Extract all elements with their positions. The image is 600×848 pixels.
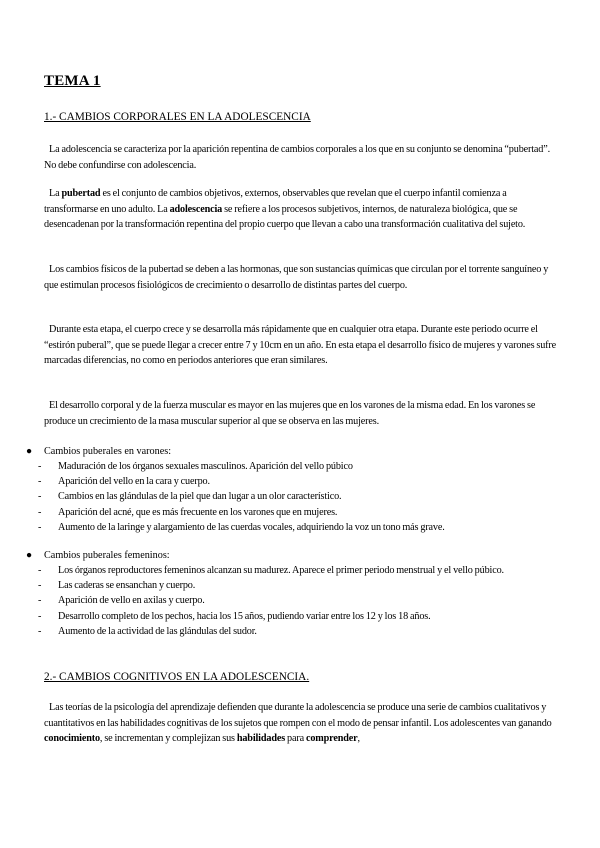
bullet-icon: ●	[26, 550, 33, 561]
dash-icon: -	[38, 595, 42, 607]
dash-icon: -	[38, 580, 42, 592]
text-run: La	[49, 188, 62, 199]
term-conocimiento: conocimiento	[44, 733, 100, 745]
text-run: , se incrementan y complejizan sus	[99, 733, 237, 745]
paragraph-pubertad-definition	[44, 186, 556, 233]
paragraph-growth-stage: Durante esta etapa, el cuerpo crece y se desarrolla más rápidamente que en cualquier otra etapa. Durante este periodo ocurre el “estirón puberal”, que se puede llegar a crecer entre 7 y 10cm en un año. En esta etapa el desarrollo físico de mujeres y varones sufre marcadas diferencias, no como en periodos anteriores que eran similares.	[44, 324, 557, 367]
dash-icon: -	[38, 491, 42, 503]
term-comprender: comprender	[305, 733, 358, 745]
text-run: es el conjunto de cambios objetivos, externos, observables que revelan que el cuerpo infantil comienza a transformarse en uno adulto. La	[44, 188, 507, 215]
term-pubertad: pubertad	[61, 188, 101, 199]
dash-list	[26, 563, 556, 639]
list-item-text: Los órganos reproductores femeninos alcanzan su madurez. Aparece el primer periodo menstrual y el vello púbico.	[58, 565, 504, 576]
term-habilidades: habilidades	[236, 733, 286, 745]
list-item	[26, 624, 556, 639]
paragraph-adolescence-intro: La adolescencia se caracteriza por la aparición repentina de cambios corporales a los que en su conjunto se denomina “pubertad”. No debe confundirse con adolescencia.	[44, 144, 551, 171]
dash-icon: -	[38, 565, 42, 576]
text-run: se refiere a los procesos subjetivos, internos, de naturaleza biológica, que se desencadenan por la transformación repentina del propio cuerpo que llevan a cabo una transformación cualitativa del sujeto.	[44, 203, 526, 231]
dash-icon: -	[38, 625, 42, 637]
text-run: Las teorías de la psicología del aprendizaje defienden que durante la adolescencia se produce una serie de cambios cualitativos y cuantitativos en las habilidades cognitivas de los sujetos que rompen con el modo de pensar infantil. Los adolescentes van ganando	[44, 702, 552, 729]
term-adolescencia: adolescencia	[169, 203, 223, 215]
list-item	[26, 593, 556, 608]
dash-icon: -	[38, 476, 42, 488]
paragraph-muscular-development: El desarrollo corporal y de la fuerza muscular es mayor en las mujeres que en los varones de la misma edad. En los varones se produce un crecimiento de la masa muscular superior al que se observa en las mujeres.	[44, 400, 536, 427]
document-title: TEMA 1	[44, 73, 101, 89]
list-item-text: Aparición del vello en la cara y cuerpo.	[58, 476, 210, 488]
list-item-text: Aumento de la actividad de las glándulas del sudor.	[58, 625, 257, 637]
list-item-text: Maduración de los órganos sexuales masculinos. Aparición del vello púbico	[58, 461, 353, 472]
list-item	[26, 520, 556, 535]
bullet-icon: ●	[26, 446, 33, 457]
list-item-text: Aumento de la laringe y alargamiento de las cuerdas vocales, adquiriendo la voz un tono más grave.	[58, 521, 445, 533]
list-item	[26, 459, 556, 474]
list-item-text: Desarrollo completo de los pechos, hacia los 15 años, pudiendo variar entre los 12 y los 18 años.	[58, 610, 431, 622]
bullet-label: Cambios puberales en varones:	[44, 446, 172, 457]
dash-icon: -	[38, 610, 42, 622]
paragraph-cognitive-changes	[44, 700, 556, 747]
dash-icon: -	[38, 506, 42, 518]
list-item	[26, 578, 556, 593]
list-item	[26, 474, 556, 489]
dash-icon: -	[38, 461, 42, 472]
bullet-group-male-changes	[26, 444, 556, 535]
list-item-text: Aparición del acné, que es más frecuente en los varones que en mujeres.	[58, 506, 338, 518]
section-1-heading: 1.- CAMBIOS CORPORALES EN LA ADOLESCENCIA	[44, 111, 311, 123]
list-item-text: Aparición de vello en axilas y cuerpo.	[58, 595, 205, 607]
paragraph-hormones: Los cambios físicos de la pubertad se deben a las hormonas, que son sustancias químicas que circulan por el torrente sanguíneo y que estimulan procesos fisiológicos de crecimiento o desarrollo de distintas partes del cuerpo.	[44, 264, 549, 291]
dash-list	[26, 459, 556, 535]
list-item	[26, 563, 556, 578]
bullet-label: Cambios puberales femeninos:	[44, 550, 170, 561]
section-2-heading: 2.- CAMBIOS COGNITIVOS EN LA ADOLESCENCIA.	[44, 671, 310, 683]
list-item	[26, 609, 556, 624]
list-item	[26, 505, 556, 520]
bullet-group-female-changes	[26, 548, 556, 639]
dash-icon: -	[38, 521, 42, 533]
text-run: ,	[357, 733, 360, 745]
list-item-text: Las caderas se ensanchan y cuerpo.	[58, 580, 196, 592]
text-run: para	[285, 733, 306, 745]
list-item	[26, 489, 556, 504]
list-item-text: Cambios en las glándulas de la piel que dan lugar a un olor característico.	[58, 491, 342, 503]
